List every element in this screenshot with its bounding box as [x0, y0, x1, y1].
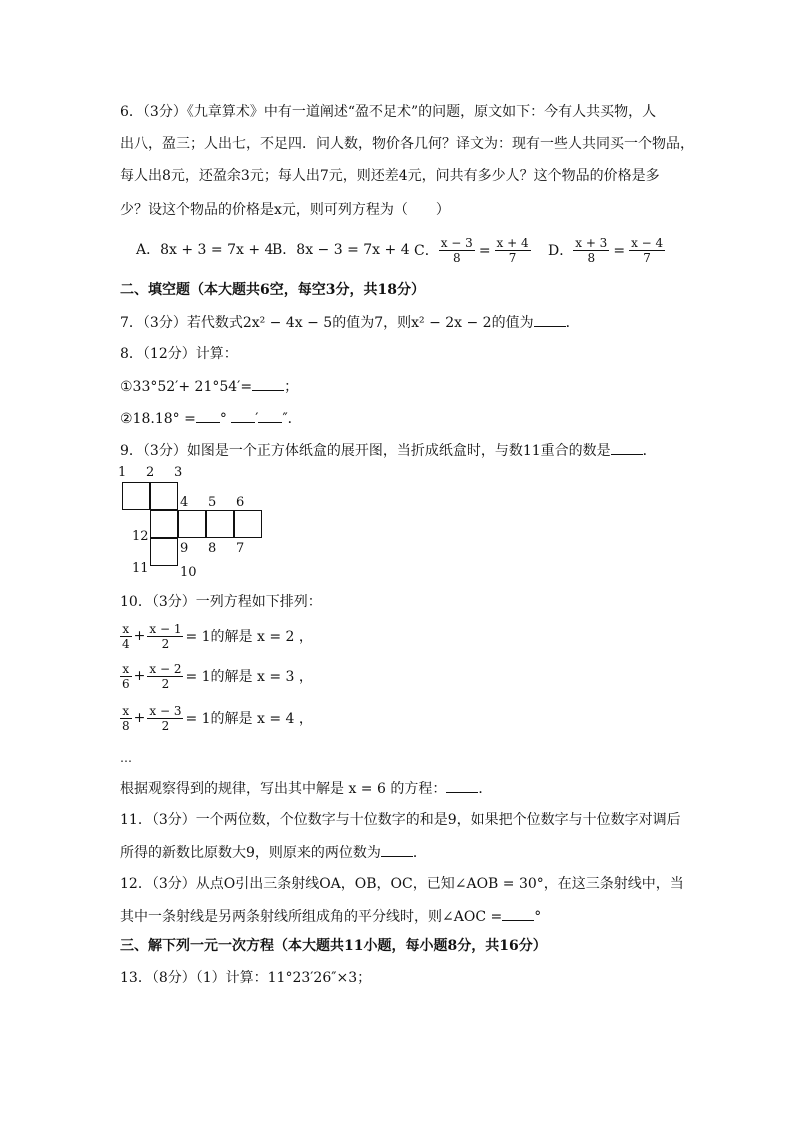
answer-blank [446, 778, 478, 793]
net-label: 3 [174, 465, 183, 480]
q8-part2 [120, 408, 302, 429]
q10-equation-2 [120, 660, 315, 692]
q9-text: 9．（3分）如图是一个正方体纸盒的展开图，当折成纸盒时，与数11重合的数是 [120, 443, 611, 459]
denominator: 2 [161, 676, 170, 691]
denominator: 7 [643, 251, 651, 265]
section-3-heading: 三、解下列一元一次方程（本大题共11小题，每小题8分，共16分） [120, 938, 547, 954]
q8-part1 [120, 376, 298, 397]
plus-sign: + [133, 668, 146, 684]
net-square [150, 510, 178, 538]
degree-mark: ° [219, 411, 227, 427]
fraction [120, 704, 132, 733]
q6-choice-b: B．8x − 3 = 7x + 4 [272, 242, 410, 258]
q9-end: ． [642, 443, 657, 459]
q10-ask [120, 778, 492, 799]
denominator: 8 [587, 251, 596, 265]
q12-line2-text: 其中一条射线是另两条射线所组成角的平分线时，则∠AOC = [120, 909, 503, 925]
equals-sign: = [613, 242, 626, 259]
denominator: 2 [161, 718, 170, 733]
net-label: 8 [208, 541, 217, 556]
q11-line2-text: 所得的新数比原数大9，则原来的两位数为 [120, 845, 381, 861]
denominator: 8 [122, 718, 130, 733]
fraction [147, 662, 183, 691]
q6-line4: 少？设这个物品的价格是x元，则可列方程为（ ） [120, 202, 450, 218]
numerator: x − 3 [149, 703, 182, 718]
net-square [150, 482, 178, 510]
q12-line1: 12．（3分）从点O引出三条射线OA，OB，OC，已知∠AOB = 30°，在这三条射线中，当 [120, 876, 684, 892]
equation-rest: = 1的解是 x = 4 ， [185, 711, 313, 727]
net-label: 9 [180, 541, 189, 556]
fraction [147, 622, 183, 651]
q8-stem: 8．（12分）计算： [120, 346, 238, 362]
numerator: x [120, 704, 132, 719]
q8-part1-text: ①33°52′+ 21°54′= [120, 379, 253, 395]
q6-choice-a: A．8x + 3 = 7x + 4 [136, 242, 274, 258]
q7-end: ． [565, 315, 580, 331]
q8-part1-end: ； [284, 379, 299, 395]
fraction [120, 662, 132, 691]
fraction [120, 622, 132, 651]
q12-line2-end: ° [534, 909, 542, 925]
q10-equation-1 [120, 620, 315, 652]
net-label: 2 [146, 465, 155, 480]
fraction [573, 236, 609, 265]
q6-choice-c-label: C． [414, 242, 439, 259]
q8-part2-text: ②18.18° = [120, 411, 196, 427]
net-label: 7 [236, 541, 245, 556]
answer-blank [252, 376, 284, 391]
q6-choice-c [414, 236, 531, 265]
plus-sign: + [133, 628, 146, 644]
net-label: 11 [132, 561, 149, 576]
answer-blank [534, 312, 566, 327]
fraction [495, 236, 531, 265]
answer-blank [258, 408, 282, 423]
q13: 13．（8分）（1）计算：11°23′26″×3； [120, 970, 372, 986]
denominator: 8 [452, 251, 461, 265]
q10-stem: 10．（3分）一列方程如下排列： [120, 594, 322, 610]
denominator: 2 [161, 636, 170, 651]
net-label: 5 [208, 495, 217, 510]
q6-line2: 出八，盈三；人出七，不足四．问人数，物价各几何？译文为：现有一些人共同买一个物品， [120, 136, 694, 152]
q11-line2 [120, 842, 427, 863]
net-label: 12 [132, 529, 149, 544]
q11-line2-end: ． [412, 845, 427, 861]
fraction [439, 236, 475, 265]
q10-ask-end: ． [478, 781, 493, 797]
net-label: 10 [180, 565, 197, 580]
q7-text: 7．（3分）若代数式2x² − 4x − 5的值为7，则x² − 2x − 2的值为 [120, 315, 534, 331]
net-square [206, 510, 234, 538]
net-label: 6 [236, 495, 245, 510]
q6-choice-d-label: D． [548, 242, 574, 259]
ellipsis: … [120, 751, 132, 765]
section-2-heading: 二、填空题（本大题共6空，每空3分，共18分） [120, 282, 425, 298]
equation-rest: = 1的解是 x = 2 ， [185, 629, 313, 645]
net-square [178, 510, 206, 538]
second-mark: ″． [282, 411, 302, 427]
answer-blank [231, 408, 255, 423]
q6-line3: 每人出8元，还盈余3元；每人出7元，则还差4元，问共有多少人？这个物品的价格是多 [120, 168, 660, 184]
q7 [120, 312, 580, 333]
answer-blank [196, 408, 220, 423]
fraction [629, 236, 665, 265]
net-label: 1 [118, 465, 127, 480]
answer-blank [381, 842, 413, 857]
net-square [150, 538, 178, 566]
answer-blank [502, 906, 534, 921]
q10-ask-text: 根据观察得到的规律，写出其中解是 x = 6 的方程： [120, 781, 447, 797]
denominator: 7 [508, 251, 517, 265]
plus-sign: + [133, 710, 146, 726]
numerator: x − 1 [149, 621, 182, 636]
numerator: x − 3 [440, 236, 473, 250]
net-square [234, 510, 262, 538]
q10-equation-3 [120, 702, 315, 734]
q12-line2 [120, 906, 541, 927]
numerator: x − 2 [149, 661, 182, 676]
denominator: 6 [122, 676, 130, 691]
minute-mark: ′ [255, 411, 259, 427]
numerator: x [120, 662, 132, 677]
equation-rest: = 1的解是 x = 3 ， [185, 669, 313, 685]
fraction [147, 704, 183, 733]
q11-line1: 11．（3分）一个两位数，个位数字与十位数字的和是9，如果把个位数字与十位数字对调后 [120, 812, 681, 828]
answer-blank [611, 440, 643, 455]
q9 [120, 440, 657, 461]
net-square [122, 482, 150, 510]
net-label: 4 [180, 495, 189, 510]
numerator: x [120, 622, 132, 637]
numerator: x − 4 [631, 236, 664, 250]
numerator: x + 3 [575, 236, 608, 250]
denominator: 4 [122, 636, 130, 651]
equals-sign: = [478, 242, 491, 259]
q6-line1: 6．（3分）《九章算术》中有一道阐述“盈不足术”的问题，原文如下：今有人共买物，人 [120, 104, 657, 120]
cube-net-figure [110, 462, 270, 582]
numerator: x + 4 [496, 236, 529, 250]
q6-choice-d [548, 236, 665, 265]
